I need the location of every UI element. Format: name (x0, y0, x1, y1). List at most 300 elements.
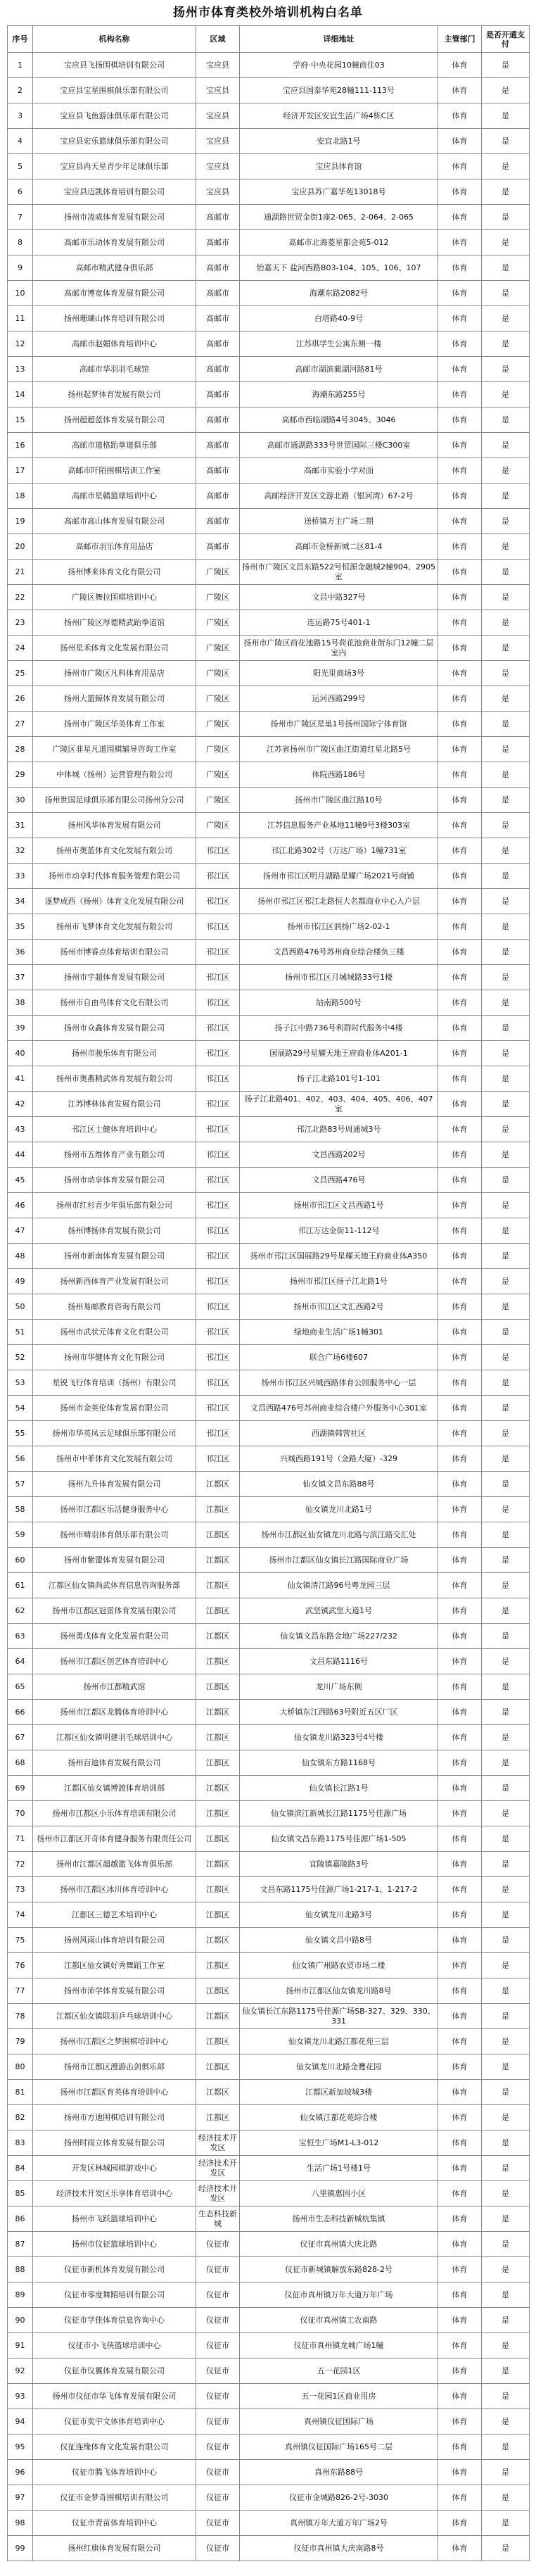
cell-no-text: 67 (15, 1732, 25, 1742)
cell-name (33, 1269, 196, 1294)
cell-area (196, 1548, 240, 1573)
cell-no-text: 38 (15, 997, 25, 1007)
cell-pay (482, 1269, 530, 1294)
cell-name (33, 1370, 196, 1396)
cell-address (240, 1446, 438, 1472)
cell-dept (438, 2511, 482, 2536)
table-row (8, 2130, 530, 2156)
cell-pay (482, 534, 530, 560)
cell-address-text: 国展路29号星耀天地王府商业体A201-1 (269, 1048, 408, 1058)
cell-area (196, 1446, 240, 1472)
cell-no-text: 15 (15, 415, 25, 424)
cell-no-text: 84 (15, 2163, 25, 2173)
cell-name-text: 扬州市众鑫体育发展有限公司 (64, 1023, 165, 1033)
cell-no (8, 2409, 33, 2435)
cell-no-text: 80 (15, 2062, 25, 2071)
cell-pay-text: 是 (502, 1504, 509, 1514)
cell-no-text: 33 (15, 871, 25, 880)
table-row (8, 179, 530, 205)
cell-address-text: 宝应县苏广嘉华苑13018号 (291, 187, 386, 196)
cell-no (8, 484, 33, 509)
cell-dept-text: 体育 (452, 2188, 468, 2198)
cell-area-text: 高邮市 (206, 339, 229, 348)
cell-name (33, 610, 196, 636)
cell-address (240, 484, 438, 509)
cell-area-text: 经济技术开发区 (198, 2158, 237, 2178)
cell-address-text: 文昌东路1116号 (310, 1656, 368, 1666)
cell-area (196, 458, 240, 484)
cell-address (240, 1750, 438, 1776)
cell-address-text: 五一花园1区 (317, 2366, 361, 2375)
cell-name-text: 扬州易邮教育咨询有限公司 (68, 1301, 161, 1311)
cell-dept-text: 体育 (452, 212, 468, 222)
cell-name (33, 179, 196, 205)
cell-area (196, 1852, 240, 1877)
cell-name (33, 2232, 196, 2257)
table-row (8, 1700, 530, 1725)
cell-area (196, 2333, 240, 2359)
cell-dept-text: 体育 (452, 1301, 468, 1311)
cell-area (196, 281, 240, 306)
cell-no-text: 14 (15, 389, 25, 399)
cell-area (196, 636, 240, 661)
cell-area-text: 江都区 (206, 1935, 229, 1945)
cell-dept-text: 体育 (452, 1276, 468, 1286)
cell-no-text: 99 (15, 2543, 25, 2553)
cell-dept-text: 体育 (452, 85, 468, 95)
cell-no-text: 72 (15, 1859, 25, 1869)
cell-area (196, 2283, 240, 2308)
cell-area (196, 1117, 240, 1142)
cell-no (8, 712, 33, 737)
cell-pay (482, 1294, 530, 1320)
cell-dept (438, 1624, 482, 1649)
cell-name (33, 1852, 196, 1877)
cell-name (33, 1446, 196, 1472)
cell-pay-text: 是 (502, 440, 509, 450)
cell-dept (438, 1725, 482, 1750)
cell-name (33, 940, 196, 965)
cell-address-text: 江都区新加坡城3楼 (305, 2087, 372, 2097)
cell-address (240, 1497, 438, 1522)
cell-area-text: 江都区 (206, 1757, 229, 1767)
cell-name-text: 扬州市奥蓝体育文化发展有限公司 (56, 845, 172, 855)
cell-no-text: 52 (15, 1352, 25, 1362)
cell-dept-text: 体育 (452, 1149, 468, 1159)
table-row (8, 2029, 530, 2054)
cell-area-text: 江都区 (206, 1985, 229, 1995)
cell-area (196, 965, 240, 990)
cell-pay (482, 813, 530, 838)
cell-no-text: 87 (15, 2239, 25, 2249)
cell-area (196, 1016, 240, 1041)
cell-name-text: 宝应县飞鱼游泳俱乐部有限公司 (60, 111, 169, 120)
table-row (8, 990, 530, 1016)
cell-address-text: 文昌西路476号 (312, 1175, 366, 1185)
cell-name-text: 扬州超超蓝体育发展有限公司 (64, 415, 165, 424)
cell-area (196, 1776, 240, 1801)
cell-name-text: 扬州市金英伦体育发展有限公司 (60, 1403, 169, 1413)
cell-name-text: 仪征市青苗体育培训中心 (72, 2518, 157, 2527)
cell-pay-text: 是 (502, 2264, 509, 2274)
cell-pay-text: 是 (502, 1935, 509, 1945)
table-row (8, 636, 530, 661)
cell-address (240, 712, 438, 737)
cell-area-text: 广陵区 (206, 643, 229, 652)
table-row (8, 762, 530, 788)
cell-pay (482, 1548, 530, 1573)
cell-area (196, 1624, 240, 1649)
cell-pay-text: 是 (502, 921, 509, 931)
cell-no (8, 788, 33, 813)
cell-area-text: 高邮市 (206, 516, 229, 526)
cell-pay (482, 1522, 530, 1548)
table-row (8, 813, 530, 838)
cell-pay-text: 是 (502, 1403, 509, 1413)
cell-dept-text: 体育 (452, 2036, 468, 2046)
cell-address (240, 1801, 438, 1826)
cell-dept-text: 体育 (452, 1656, 468, 1666)
cell-name (33, 1168, 196, 1193)
cell-dept-text: 体育 (452, 871, 468, 880)
cell-address (240, 813, 438, 838)
cell-address-text: 仙女镇龙川北路1号 (305, 1504, 372, 1514)
cell-dept (438, 129, 482, 154)
cell-address-text: 高邮市北海菱星都会苑5-012 (288, 237, 389, 247)
cell-dept (438, 2130, 482, 2156)
cell-address (240, 2485, 438, 2511)
table-row (8, 1978, 530, 2004)
cell-pay-text: 是 (502, 1555, 509, 1565)
cell-dept (438, 1218, 482, 1244)
cell-pay (482, 205, 530, 230)
table-row (8, 1649, 530, 1674)
cell-no-text: 60 (15, 1555, 25, 1565)
cell-dept (438, 560, 482, 585)
cell-address-text: 仪征市真州镇大庆南路8号 (293, 2543, 384, 2553)
cell-no-text: 22 (15, 592, 25, 602)
cell-dept (438, 940, 482, 965)
cell-name-text: 扬州市凌威体育发展有限公司 (64, 212, 165, 222)
cell-pay (482, 230, 530, 255)
cell-no (8, 1674, 33, 1700)
cell-area-text: 江都区 (206, 1631, 229, 1641)
cell-no-text: 26 (15, 693, 25, 703)
table-row (8, 1472, 530, 1497)
cell-no-text: 66 (15, 1707, 25, 1717)
cell-address-text: 高邮市湖滨蔺湖河路81号 (295, 364, 383, 374)
cell-area-text: 江都区 (206, 1833, 229, 1843)
cell-no (8, 2105, 33, 2130)
table-row (8, 2080, 530, 2105)
cell-area (196, 1801, 240, 1826)
cell-name-text: 江都区仙女镇明建羽毛球培训中心 (56, 1732, 172, 1742)
table-row (8, 2333, 530, 2359)
cell-pay-text: 是 (502, 896, 509, 906)
cell-pay-text: 是 (502, 1631, 509, 1641)
cell-dept-text: 体育 (452, 947, 468, 956)
table-row (8, 1320, 530, 1345)
cell-name-text: 仪征市腾飞体育培训中心 (72, 2467, 157, 2477)
cell-area-text: 邗江区 (206, 1099, 229, 1109)
cell-no (8, 357, 33, 382)
cell-area (196, 1928, 240, 1953)
cell-address-text: 送桥镇万主广场二期 (304, 516, 374, 526)
cell-no (8, 914, 33, 940)
cell-area (196, 433, 240, 458)
cell-dept (438, 2080, 482, 2105)
cell-no-text: 34 (15, 896, 25, 906)
cell-area (196, 1522, 240, 1548)
cell-address-text: 怡嘉天下 盐河西路B03-104、105、106、107 (256, 263, 421, 272)
cell-no (8, 129, 33, 154)
cell-address-text: 文昌西路476号苏州商业综合楼户外服务中心301室 (250, 1403, 427, 1413)
table-row (8, 1345, 530, 1370)
cell-no (8, 965, 33, 990)
cell-area-text: 生态科技新城 (198, 2209, 237, 2228)
cell-name-text: 扬州市江都区超越篮飞体育俱乐部 (56, 1859, 172, 1869)
cell-pay (482, 78, 530, 103)
cell-name-text: 仪征市金梦奇围棋培训有限公司 (60, 2492, 169, 2502)
cell-name-text: 仪征市零度舞蹈培训有限公司 (64, 2290, 165, 2299)
cell-name-text: 江都区仙女镇尚武体育信息咨询服务部 (49, 1580, 180, 1590)
cell-no (8, 534, 33, 560)
cell-area-text: 邗江区 (206, 1301, 229, 1311)
table-row (8, 509, 530, 534)
cell-pay-text: 是 (502, 1580, 509, 1590)
cell-name (33, 2333, 196, 2359)
cell-pay-text: 是 (502, 1757, 509, 1767)
cell-name-text: 扬州市广陵区华美体育工作室 (64, 719, 165, 728)
cell-pay-text: 是 (502, 339, 509, 348)
cell-address (240, 2460, 438, 2485)
cell-no-text: 81 (15, 2087, 25, 2097)
cell-no (8, 1320, 33, 1345)
cell-name-text: 扬州博扬体育发展有限公司 (68, 1225, 161, 1235)
cell-no (8, 1421, 33, 1446)
cell-area-text: 江都区 (206, 1884, 229, 1894)
cell-pay-text: 是 (502, 719, 509, 728)
cell-name-text: 扬州市自由鸟体育文化有限公司 (60, 997, 169, 1007)
cell-dept-text: 体育 (452, 2264, 468, 2274)
cell-no (8, 1624, 33, 1649)
cell-pay-text: 是 (502, 364, 509, 374)
cell-pay (482, 2156, 530, 2181)
cell-pay-text: 是 (502, 1859, 509, 1869)
cell-name-text: 扬州大篮鲸体育发展有限公司 (64, 693, 165, 703)
cell-pay-text: 是 (502, 871, 509, 880)
table-row (8, 1497, 530, 1522)
cell-name (33, 255, 196, 281)
table-header (8, 26, 530, 53)
cell-no (8, 1497, 33, 1522)
cell-no (8, 1193, 33, 1218)
table-row (8, 103, 530, 129)
cell-pay (482, 2308, 530, 2333)
cell-address (240, 1953, 438, 1978)
cell-dept (438, 712, 482, 737)
cell-no-text: 19 (15, 516, 25, 526)
cell-name-text: 扬州市方迪围棋培训有限公司 (64, 2112, 165, 2122)
cell-dept (438, 788, 482, 813)
cell-name (33, 2156, 196, 2181)
cell-no-text: 43 (15, 1124, 25, 1134)
cell-area-text: 邗江区 (206, 1073, 229, 1083)
cell-address (240, 2156, 438, 2181)
cell-name (33, 1674, 196, 1700)
cell-pay-text: 是 (502, 1529, 509, 1539)
cell-area-text: 邗江区 (206, 1327, 229, 1337)
cell-address (240, 2308, 438, 2333)
cell-no-text: 77 (15, 1985, 25, 1995)
cell-address-text: 宜陵镇嘉陵路3号 (309, 1859, 369, 1869)
cell-dept-text: 体育 (452, 795, 468, 804)
table-row (8, 357, 530, 382)
cell-dept (438, 636, 482, 661)
cell-area (196, 864, 240, 889)
cell-address (240, 762, 438, 788)
cell-pay-text: 是 (502, 1048, 509, 1058)
cell-name (33, 1522, 196, 1548)
table-row (8, 1852, 530, 1877)
table-row (8, 2054, 530, 2080)
cell-address-text: 海潮东路2082号 (310, 288, 368, 298)
cell-pay-text: 是 (502, 313, 509, 323)
cell-pay-text: 是 (502, 2543, 509, 2553)
cell-area-text: 江都区 (206, 1707, 229, 1717)
cell-no (8, 1801, 33, 1826)
cell-name-text: 扬州市仪征市华飞体育发展有限公司 (52, 2391, 177, 2401)
cell-address (240, 1244, 438, 1269)
table-row (8, 2308, 530, 2333)
cell-no (8, 762, 33, 788)
cell-address-text: 生活广场1号楼1号 (307, 2163, 371, 2173)
cell-area-text: 邗江区 (206, 972, 229, 982)
cell-pay-text: 是 (502, 2315, 509, 2325)
cell-dept (438, 2409, 482, 2435)
cell-no (8, 1294, 33, 1320)
cell-pay-text: 是 (502, 2188, 509, 2198)
cell-area (196, 2004, 240, 2029)
table-row (8, 965, 530, 990)
cell-pay (482, 1497, 530, 1522)
cell-area (196, 1497, 240, 1522)
cell-dept-text: 体育 (452, 845, 468, 855)
cell-area (196, 53, 240, 78)
cell-dept-text: 体育 (452, 389, 468, 399)
cell-area-text: 江都区 (206, 1580, 229, 1590)
cell-pay-text: 是 (502, 2416, 509, 2426)
table-row (8, 914, 530, 940)
cell-address-text: 扬州市广陵区文昌东路522号恒源金融城2幢904、2905室 (242, 562, 435, 581)
cell-pay (482, 1421, 530, 1446)
table-row (8, 458, 530, 484)
cell-dept (438, 281, 482, 306)
table-row (8, 560, 530, 585)
cell-dept (438, 1016, 482, 1041)
cell-pay (482, 2004, 530, 2029)
cell-dept-text: 体育 (452, 2315, 468, 2325)
cell-dept (438, 1168, 482, 1193)
cell-no-text: 17 (15, 465, 25, 475)
page-title: 扬州市体育类校外培训机构白名单 (173, 6, 363, 20)
cell-dept-text: 体育 (452, 1681, 468, 1691)
cell-pay-text: 是 (502, 744, 509, 754)
cell-no (8, 2485, 33, 2511)
cell-area-text: 江都区 (206, 1783, 229, 1793)
cell-area-text: 江都区 (206, 2112, 229, 2122)
cell-dept-text: 体育 (452, 263, 468, 272)
cell-area (196, 2029, 240, 2054)
cell-address-text: 高邮市西临湖路4号3045、3046 (281, 415, 396, 424)
cell-area (196, 2105, 240, 2130)
cell-name (33, 1598, 196, 1624)
cell-address-text: 仪征市真州镇万年大道万年广场 (284, 2290, 393, 2299)
cell-name-text: 扬州市江都区冰川体育培训中心 (60, 1884, 169, 1894)
cell-name (33, 1928, 196, 1953)
cell-address-text: 邗江北路302号（万达广场）1幢731室 (271, 845, 407, 855)
cell-no (8, 2029, 33, 2054)
cell-name-text: 高邮市道格跆拳道俱乐部 (72, 440, 157, 450)
cell-name (33, 965, 196, 990)
table-row (8, 306, 530, 332)
cell-pay (482, 1877, 530, 1902)
cell-name-text: 扬州市五维体育产业有限公司 (64, 1149, 165, 1159)
cell-address-text: 武坚镇武坚大道1号 (305, 1605, 372, 1615)
cell-no (8, 306, 33, 332)
cell-area-text: 广陵区 (206, 693, 229, 703)
cell-address (240, 864, 438, 889)
cell-pay-text: 是 (502, 567, 509, 576)
table-row (8, 230, 530, 255)
cell-dept-text: 体育 (452, 1757, 468, 1767)
cell-no-text: 48 (15, 1251, 25, 1261)
cell-pay (482, 1396, 530, 1421)
cell-no-text: 92 (15, 2366, 25, 2375)
cell-dept-text: 体育 (452, 820, 468, 830)
table-row (8, 1522, 530, 1548)
header-area: 区域 (196, 26, 240, 53)
cell-no (8, 1142, 33, 1168)
cell-area (196, 1168, 240, 1193)
cell-address (240, 1548, 438, 1573)
cell-pay (482, 1801, 530, 1826)
cell-no (8, 838, 33, 864)
cell-area-text: 高邮市 (206, 541, 229, 551)
cell-no (8, 1725, 33, 1750)
table-row (8, 1750, 530, 1776)
cell-area-text: 江都区 (206, 1656, 229, 1666)
cell-pay-text: 是 (502, 1453, 509, 1463)
cell-name (33, 1902, 196, 1928)
cell-address (240, 534, 438, 560)
cell-no (8, 281, 33, 306)
cell-pay (482, 154, 530, 179)
cell-dept (438, 585, 482, 610)
cell-pay-text: 是 (502, 187, 509, 196)
table-row (8, 1928, 530, 1953)
table-row (8, 2206, 530, 2232)
cell-address (240, 433, 438, 458)
cell-dept (438, 2181, 482, 2206)
cell-pay (482, 484, 530, 509)
cell-pay-text: 是 (502, 491, 509, 500)
cell-name-text: 扬州市博睿点体育培训有限公司 (60, 947, 169, 956)
cell-name (33, 686, 196, 712)
cell-address (240, 2409, 438, 2435)
cell-no-text: 3 (18, 111, 23, 120)
table-row (8, 940, 530, 965)
